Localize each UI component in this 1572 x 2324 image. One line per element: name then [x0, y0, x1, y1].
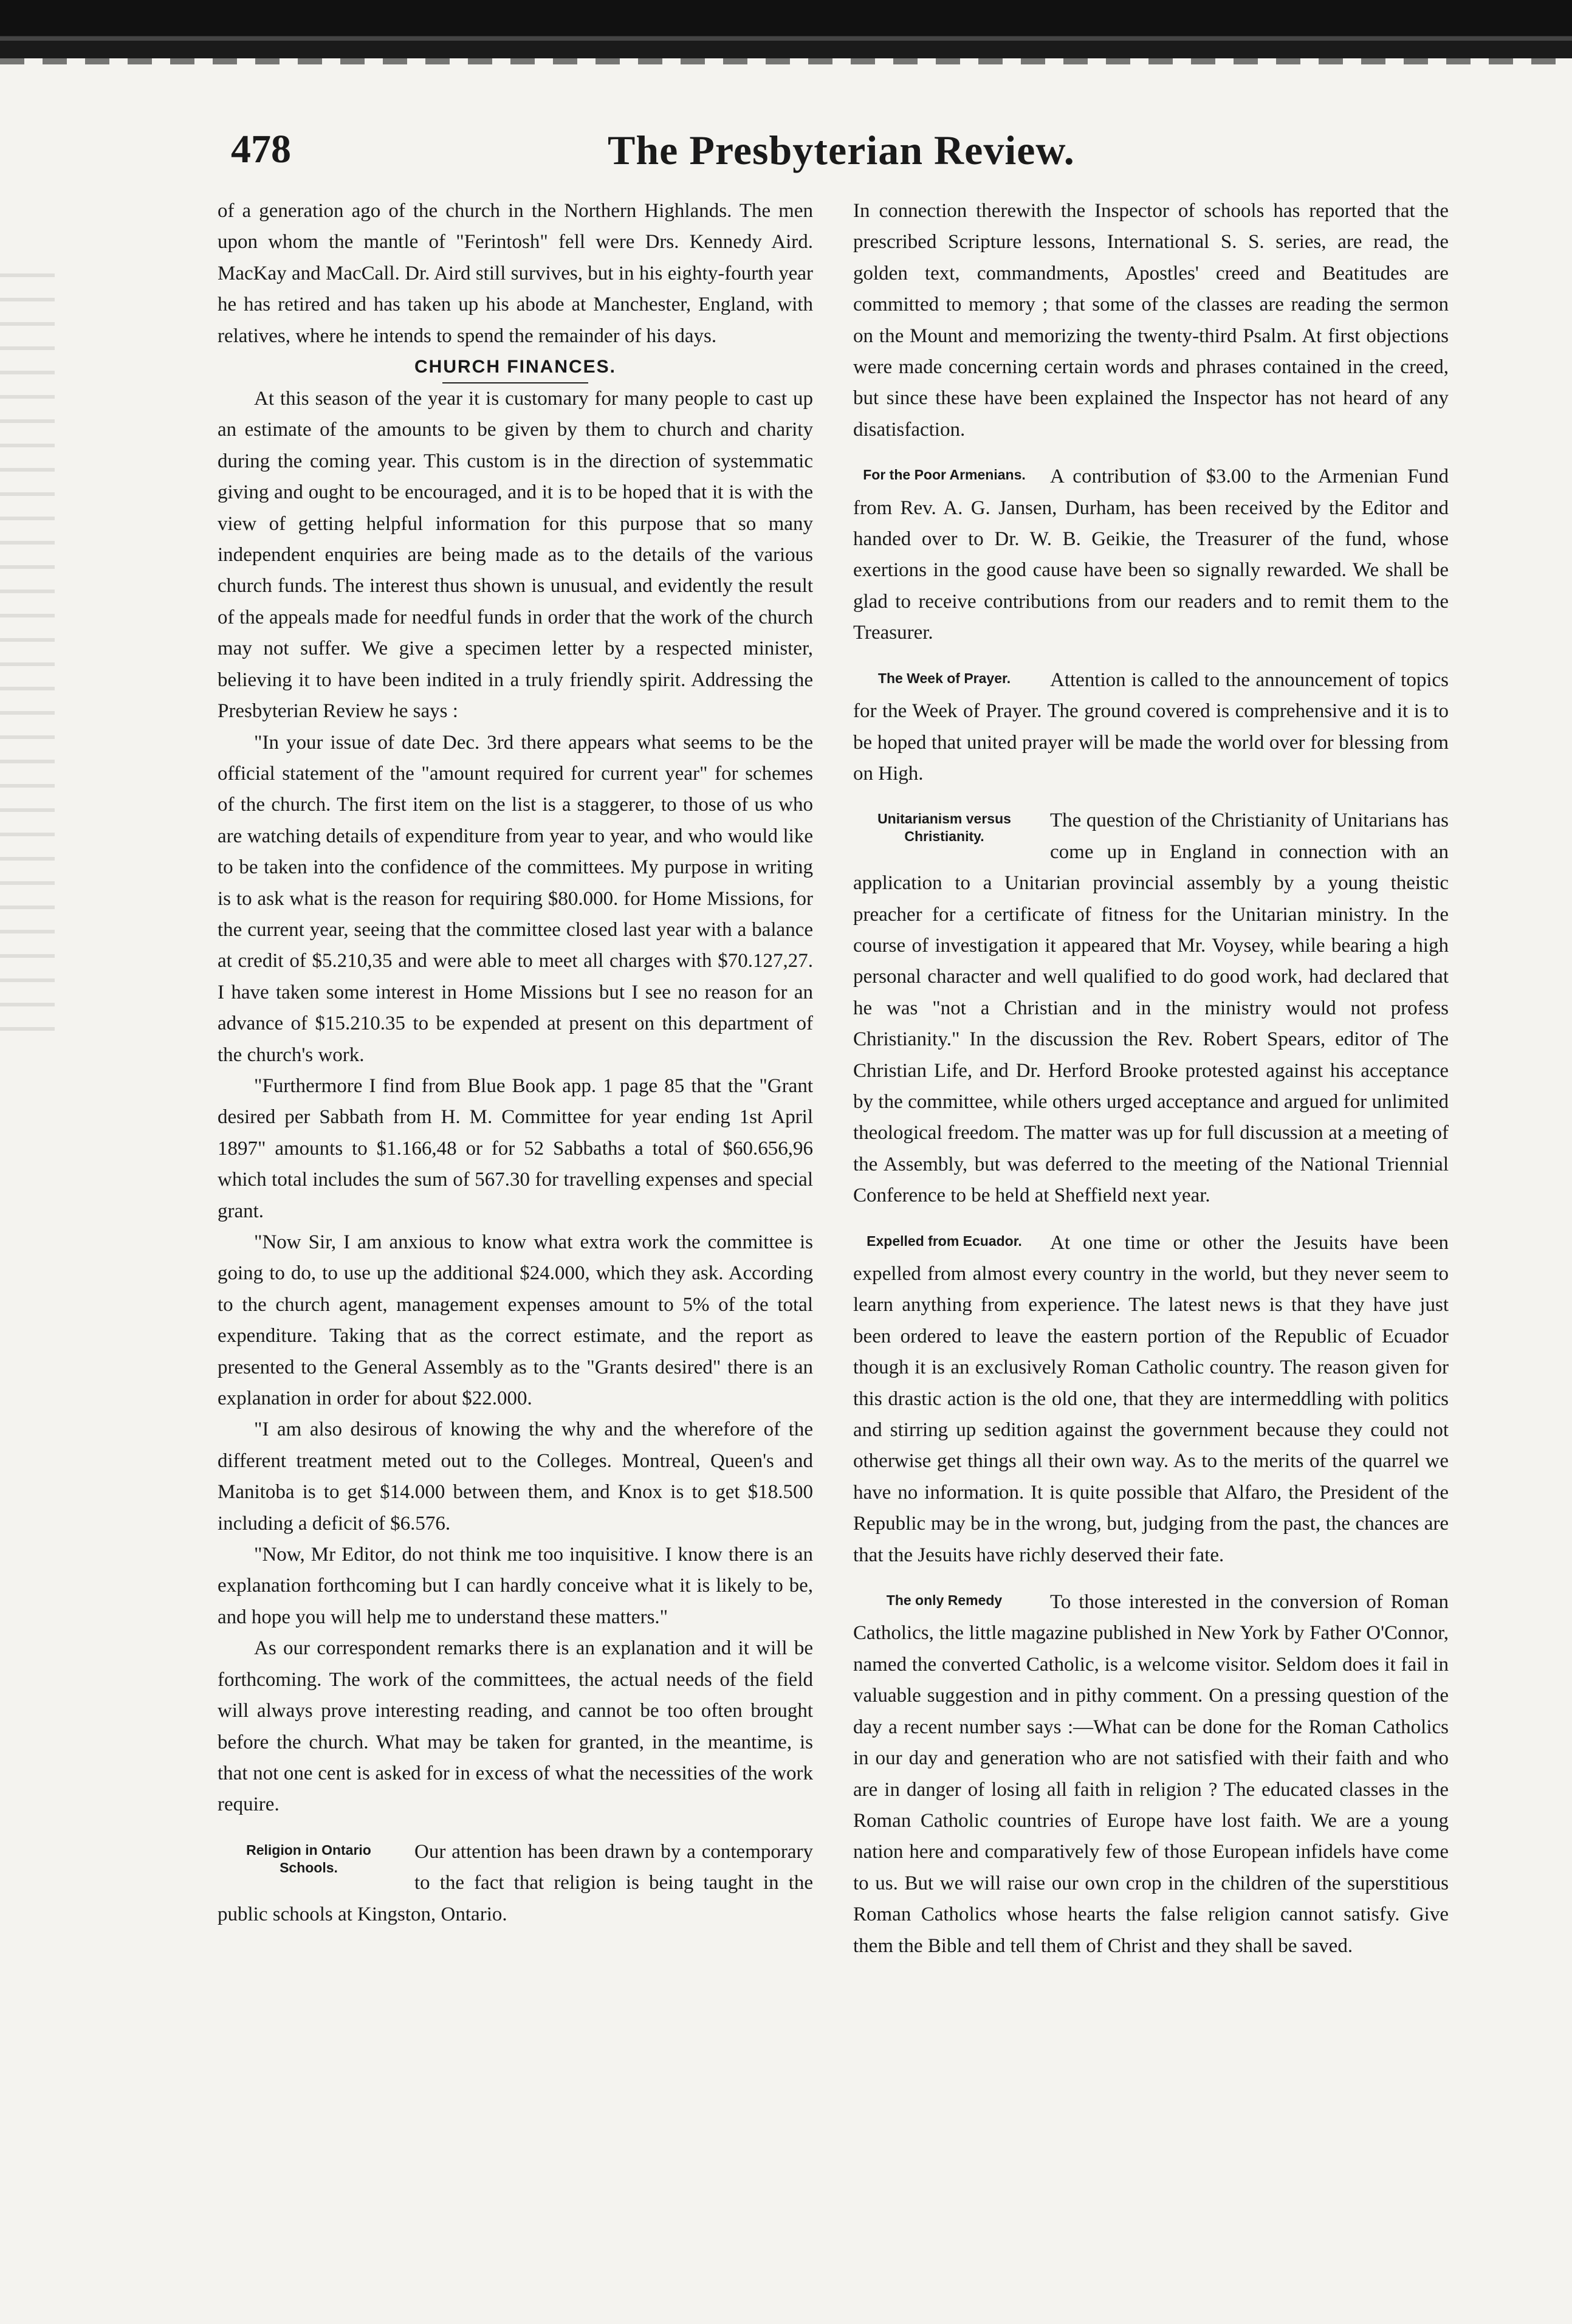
paragraph: "Now, Mr Editor, do not think me too inquisitive. I know there is an explanation forthcoming but I can hardly conceive what it is likely to be, and hope you will help me to understand these matters."	[218, 1544, 813, 1628]
right-column	[853, 196, 1449, 1962]
paragraph: of a generation ago of the church in the Northern Highlands. The men upon whom the mantle of "Ferintosh" fell were Drs. Kennedy Aird. MacKay and MacCall. Dr. Aird still survives, but in his eighty-fourth year he has retired and has taken up his abode at Manchester, England, with relatives, where he intends to spend the remainder of his days.	[218, 200, 813, 347]
side-heading-religion: Religion in Ontario Schools.	[246, 1841, 371, 1875]
running-title: The Presbyterian Review.	[608, 127, 1075, 173]
scan-top-border	[0, 0, 1572, 58]
section-heading: CHURCH FINANCES.	[414, 357, 616, 377]
scan-margin-speckle	[0, 273, 55, 1033]
paragraph: As our correspondent remarks there is an explanation and it will be forthcoming. The work of the committees, the actual needs of the field will always prove interesting reading, and cannot be too often brought before the church. What may be taken for granted, in the meantime, is that not one cent is asked for in excess of what the necessities of the work require.	[218, 1637, 813, 1816]
side-heading-prayer: The Week of Prayer.	[877, 670, 1011, 686]
paragraph: At one time or other the Jesuits have been expelled from almost every country in the world, but they never seem to learn anything from experience. The latest news is that they have just been ordered to leave the eastern portion of the Republic of Ecuador though it is an exclusively Roman Catholic country. The reason given for this drastic action is the old one, that they are intermeddling with politics and stirring up sedition against the government because they could not otherwise get things all their own way. As to the merits of the quarrel we have no information. It is quite possible that Alfaro, the President of the Republic may be in the wrong, but, judging from the past, the chances are that the Jesuits have richly deserved their fate.	[853, 1231, 1449, 1566]
left-column	[218, 196, 813, 1930]
paragraph: Attention is called to the announcement of topics for the Week of Prayer. The ground covered is comprehensive and it is to be hoped that united prayer will be made the world over for blessing from on High.	[853, 669, 1449, 785]
side-heading-expelled: Expelled from Ecuador.	[867, 1232, 1022, 1249]
paragraph: Our attention has been drawn by a contemporary to the fact that religion is being taught in the public schools at Kingston, Ontario.	[218, 1840, 813, 1925]
paragraph: "I am also desirous of knowing the why and the wherefore of the different treatment meted out to the Colleges. Montreal, Queen's and Manitoba is to get $14.000 between them, and Knox is to get $18.500 including a deficit of $6.576.	[218, 1418, 813, 1535]
side-heading-armenians: For the Poor Armenians.	[863, 467, 1026, 483]
paragraph: "Now Sir, I am anxious to know what extra work the committee is going to do, to use up the additional $24.000, which they ask. According to the church agent, management expenses amount to 5% of the total expenditure. Taking that as the correct estimate, and the report as presented to the General Assembly as to the "Grants desired" there is an explanation in order for about $22.000.	[218, 1231, 813, 1410]
paragraph: "In your issue of date Dec. 3rd there appears what seems to be the official statement of the "amount required for current year" for schemes of the church. The first item on the list is a staggerer, to those of us who are watching details of expenditure from year to year, and who would like to be taken into the confidence of the committees. My purpose in writing is to ask what is the reason for requiring $80.000. for Home Missions, for the current year, seeing that the committee closed last year with a balance at credit of $5.210,35 and were able to meet all charges with $70.127,27. I have taken some interest in Home Missions but I see no reason for an advance of $15.210.35 to be expended at present on this department of the church's work.	[218, 731, 813, 1066]
paragraph: The question of the Christianity of Unitarians has come up in England in connection with an application to a Unitarian provincial assembly by a young theistic preacher for a certificate of fitness for the Unitarian ministry. In the course of investigation it appeared that Mr. Voysey, while bearing a high personal character and well qualified to do good work, had declared that he was "not a Christian and in the ministry would not profess Christianity." In the discussion the Rev. Robert Spears, editor of The Christian Life, and Dr. Herford Brooke protested against his acceptance by the committee, while others urged acceptance and argued for unlimited theological freedom. The matter was up for full discussion at a meeting of the Assembly, but was deferred to the meeting of the National Triennial Conference to be held at Sheffield next year.	[853, 810, 1449, 1207]
paragraph: A contribution of $3.00 to the Armenian Fund from Rev. A. G. Jansen, Durham, has been received by the Editor and handed over to Dr. W. B. Geikie, the Treasurer of the fund, whose exertions in the good cause have been so signally rewarded. We shall be glad to receive contributions from our readers and to remit them to the Treasurer.	[853, 466, 1449, 644]
page-number: 478	[231, 127, 291, 171]
side-heading-unitarianism: Unitarianism versus Christianity.	[877, 811, 1011, 845]
side-heading-remedy: The only Remedy	[886, 1592, 1003, 1609]
paragraph: At this season of the year it is customary for many people to cast up an estimate of the amounts to be given by them to church and charity during the coming year. This custom is in the direction of systemmatic giving and ought to be encouraged, and it is to be hoped that it is with the view of getting helpful information for this purpose that so many independent enquiries are being made as to the details of the various church funds. The interest thus shown is unusual, and evidently the result of the appeals made for needful funds in order that the work of the church may not suffer. We give a specimen letter by a respected minister, believing it to have been indited in a truly friendly spirit. Addressing the Presbyterian Review he says :	[218, 388, 813, 723]
paragraph: "Furthermore I find from Blue Book app. 1 page 85 that the "Grant desired per Sabbath from H. M. Committee for year ending 1st April 1897" amounts to $1.166,48 or for 52 Sabbaths a total of $60.656,96 which total includes the sum of 567.30 for travelling expenses and special grant.	[218, 1074, 813, 1222]
page-header	[231, 126, 1446, 193]
paragraph: To those interested in the conversion of Roman Catholics, the little magazine published in New York by Father O'Connor, named the converted Catholic, is a welcome visitor. Seldom does it fail in valuable suggestion and in pithy comment. On a pressing question of the day a recent number says :—What can be done for the Roman Catholics in our day and generation who are not satisfied with their faith and who are in danger of losing all faith in religion ? The educated classes in the Roman Catholic countries of Europe have lost faith. We are a young nation here and comparatively few of those European infidels have come to us. But we will raise our own crop in the children of the superstitious Roman Catholics whose hearts the false religion cannot satisfy. Give them the Bible and tell them of Christ and they shall be saved.	[853, 1591, 1449, 1957]
scan-border-edge	[0, 58, 1572, 64]
paragraph: In connection therewith the Inspector of schools has reported that the prescribed Scripture lessons, International S. S. series, are read, the golden text, commandments, Apostles' creed and Beatitudes are committed to memory ; that some of the classes are reading the sermon on the Mount and memorizing the twenty-third Psalm. At first objections were made concerning certain words and phrases contained in the creed, but since these have been explained the Inspector has not heard of any disatisfaction.	[853, 200, 1449, 441]
